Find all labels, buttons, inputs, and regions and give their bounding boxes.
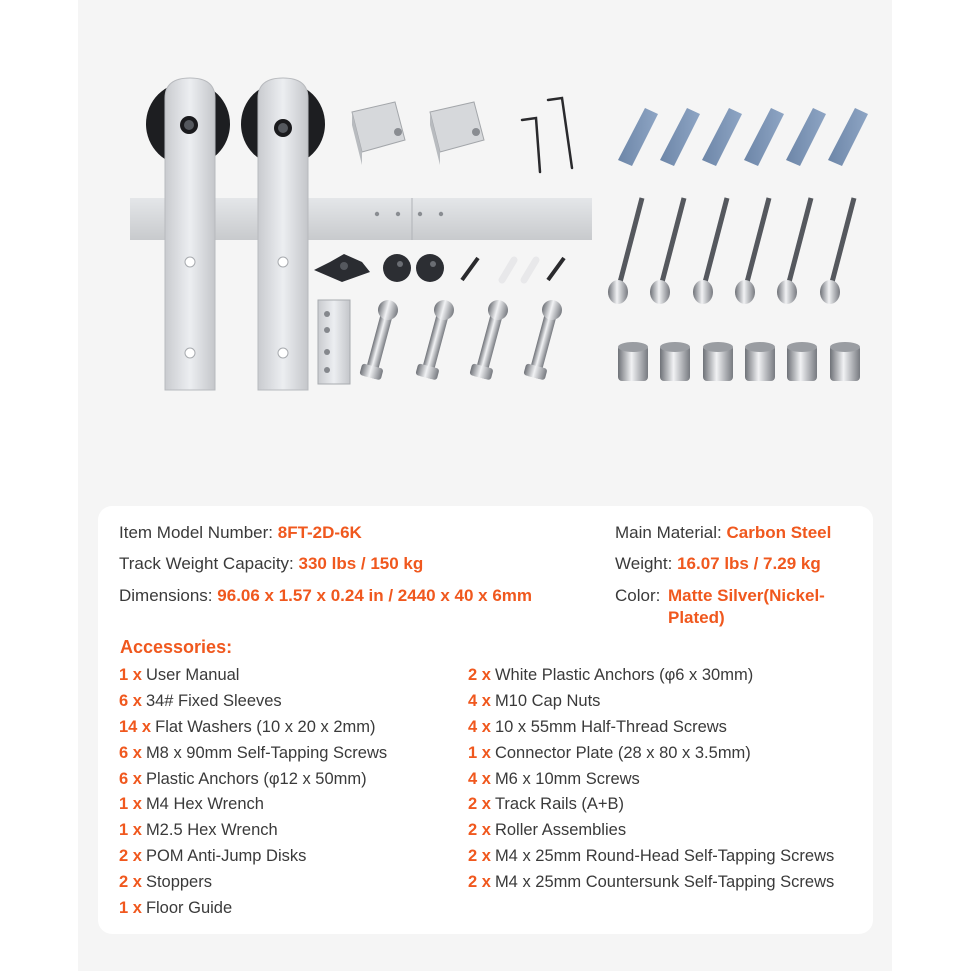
list-item: 1 x User Manual <box>119 666 240 684</box>
list-item: 2 x Roller Assemblies <box>468 821 627 840</box>
self-tapping-screws <box>608 198 854 304</box>
capacity-label: Track Weight Capacity: <box>119 554 294 573</box>
dimensions-value: 96.06 x 1.57 x 0.24 in / 2440 x 40 x 6mm <box>217 586 533 605</box>
model-number-label: Item Model Number: <box>119 523 273 542</box>
list-item: 6 x Plastic Anchors (φ12 x 50mm) <box>119 769 367 788</box>
dimensions-label: Dimensions: <box>119 586 213 605</box>
plastic-anchors <box>618 108 868 166</box>
color-value-line-1: Matte Silver(Nickel- <box>668 586 825 605</box>
model-number-value: 8FT-2D-6K <box>277 523 362 542</box>
list-item: 2 x White Plastic Anchors (φ6 x 30mm) <box>468 666 754 684</box>
color-label: Color: <box>615 586 661 605</box>
accessories-title: Accessories: <box>120 637 233 657</box>
material-value: Carbon Steel <box>726 523 832 542</box>
list-item: 1 x M2.5 Hex Wrench <box>119 821 278 840</box>
weight-value: 16.07 lbs / 7.29 kg <box>677 554 821 573</box>
list-item: 2 x M4 x 25mm Countersunk Self-Tapping Screws <box>468 873 835 892</box>
list-item: 6 x 34# Fixed Sleeves <box>119 691 282 710</box>
list-item: 2 x Stoppers <box>119 873 212 892</box>
capacity-value: 330 lbs / 150 kg <box>298 554 424 573</box>
list-item: 4 x 10 x 55mm Half-Thread Screws <box>468 717 727 736</box>
list-item: 2 x POM Anti-Jump Disks <box>119 847 307 866</box>
stoppers <box>352 102 484 165</box>
material-row <box>615 522 831 544</box>
floor-guide <box>314 254 370 282</box>
dimensions-row <box>119 585 532 607</box>
list-item: 2 x Track Rails (A+B) <box>468 795 625 814</box>
color-value <box>668 585 868 629</box>
list-item: 1 x Connector Plate (28 x 80 x 3.5mm) <box>468 743 751 762</box>
weight-label: Weight: <box>615 554 673 573</box>
list-item: 2 x M4 x 25mm Round-Head Self-Tapping Screws <box>468 847 835 866</box>
anti-jump-disks <box>383 254 444 282</box>
list-item: 4 x M6 x 10mm Screws <box>468 769 640 788</box>
product-illustration <box>78 0 892 500</box>
fixed-sleeves <box>618 342 860 381</box>
capacity-row <box>119 553 423 575</box>
material-label: Main Material: <box>615 523 722 542</box>
connector-plate <box>318 300 350 384</box>
accessories-list-left <box>119 663 387 922</box>
model-number-row <box>119 522 362 544</box>
hex-wrenches <box>522 98 572 172</box>
list-item: 6 x M8 x 90mm Self-Tapping Screws <box>119 743 388 762</box>
half-thread-screws <box>359 297 565 380</box>
small-screws-and-white-anchors <box>462 258 564 280</box>
color-value-line-2: Plated) <box>668 608 725 627</box>
list-item: 14 x Flat Washers (10 x 20 x 2mm) <box>119 717 376 736</box>
list-item: 1 x Floor Guide <box>119 899 233 918</box>
accessories-list-right <box>468 663 834 896</box>
weight-row <box>615 553 821 575</box>
list-item: 4 x M10 Cap Nuts <box>468 691 601 710</box>
list-item: 1 x M4 Hex Wrench <box>119 795 264 814</box>
